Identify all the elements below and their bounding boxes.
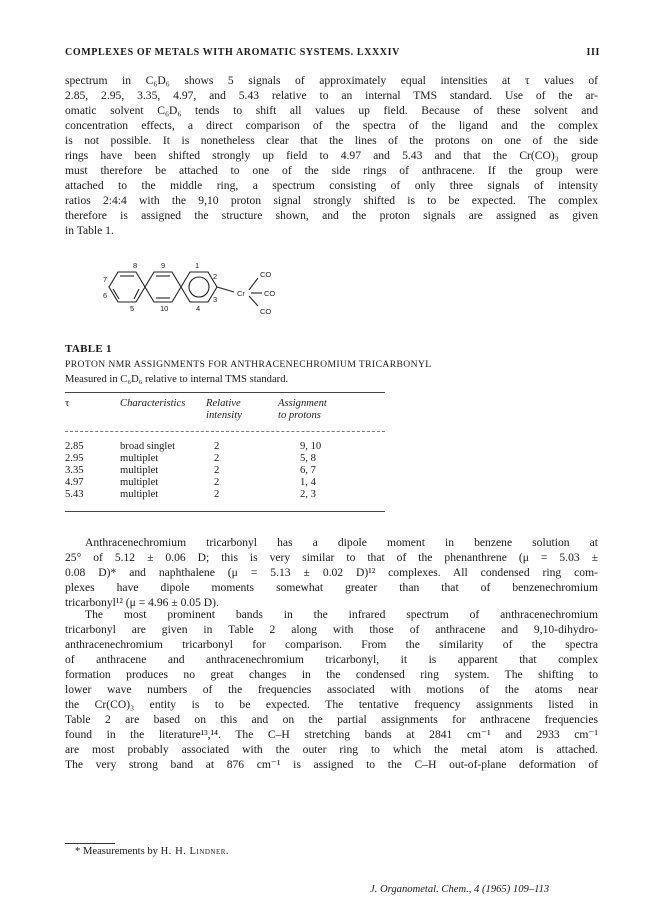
table-rule-middle: [65, 431, 385, 432]
cell-characteristics: multiplet: [120, 477, 159, 488]
column-header-relative-intensity: [206, 398, 242, 422]
table-rule-bottom: [65, 511, 385, 512]
text-line: The most prominent bands in the infrared spectrum of anthracenechromium: [85, 608, 598, 621]
atom-label: 4: [196, 304, 201, 313]
atom-label: 6: [103, 291, 108, 300]
cell-assignment: 9, 10: [300, 441, 322, 452]
text-line: of anthracene and anthracenechromium tricarbonyl, it is apparent that complex: [65, 653, 598, 666]
cell-characteristics: broad singlet: [120, 441, 176, 452]
page-number: III: [586, 47, 600, 58]
running-title: COMPLEXES OF METALS WITH AROMATIC SYSTEMS. LXXXIV: [65, 47, 400, 58]
cell-intensity: 2: [214, 477, 220, 488]
atom-label: 1: [195, 261, 200, 270]
footnote-rule: [65, 843, 115, 844]
column-header-line: Assignment: [278, 398, 327, 409]
text-line: spectrum in C₆D₆ shows 5 signals of approximately equal intensities at τ values of: [65, 74, 598, 87]
journal-reference: J. Organometal. Chem., 4 (1965) 109–113: [370, 884, 550, 895]
atom-label: 3: [213, 295, 218, 304]
cell-intensity: 2: [214, 489, 220, 500]
column-header-line: to protons: [278, 410, 321, 421]
text-line: lower wave numbers of the frequencies associated with motions of the atoms near: [65, 683, 598, 696]
footnote-marker: *: [75, 846, 81, 857]
text-line: therefore is assigned the structure shown, and the proton signals are assigned as given: [65, 209, 598, 222]
structure-diagram: [100, 244, 320, 340]
column-header-line: Relative: [206, 398, 241, 409]
atom-label: 8: [133, 261, 138, 270]
cell-tau: 2.85: [65, 441, 84, 452]
atom-label: 5: [130, 304, 135, 313]
text-line: 2.85, 2.95, 3.35, 4.97, and 5.43 relative to an internal TMS standard. Use of the ar-: [65, 89, 598, 102]
text-line: 25° of 5.12 ± 0.06 D; this is very similar to that of the phenanthrene (μ = 5.03 ±: [65, 551, 598, 564]
column-header-line: intensity: [206, 410, 242, 421]
atom-label: 7: [103, 275, 108, 284]
cell-assignment: 1, 4: [300, 477, 316, 488]
cell-tau: 2.95: [65, 453, 84, 464]
cell-tau: 5.43: [65, 489, 84, 500]
footnote-text: Measurements by: [82, 846, 161, 857]
text-line: omatic solvent C₆D₆ tends to shift all values up field. Because of these solvent and: [65, 104, 598, 117]
carbonyl-label: CO: [264, 289, 276, 298]
text-line: ratios 2:4:4 with the 9,10 proton signal strongly shifted is to be expected. The complex: [65, 194, 598, 207]
table-caption: PROTON NMR ASSIGNMENTS FOR ANTHRACENECHROMIUM TRICARBONYL: [65, 359, 432, 370]
text-line: The very strong band at 876 cm⁻¹ is assigned to the C–H out-of-plane deformation of: [65, 758, 598, 771]
paragraph-nmr-discussion: [65, 73, 598, 238]
text-line: rings have been shifted strongly up field to 4.97 and 5.43 and that the Cr(CO)₃ group: [65, 149, 598, 162]
cr-ring-bond: [217, 287, 234, 292]
table-note: Measured in C₆D₆ relative to internal TMS standard.: [65, 374, 289, 385]
text-line: the Cr(CO)₃ entity is to be expected. The tentative frequency assignments listed in: [65, 698, 598, 711]
cell-tau: 4.97: [65, 477, 84, 488]
table-title: TABLE 1: [65, 343, 112, 355]
text-line: Table 2 are based on this and on the partial assignments for anthracene frequencies: [65, 713, 598, 726]
cell-characteristics: multiplet: [120, 489, 159, 500]
paragraph-dipole-moment: [65, 535, 598, 610]
cell-tau: 3.35: [65, 465, 84, 476]
atom-label: 2: [213, 272, 218, 281]
carbonyl-label: CO: [260, 270, 272, 279]
column-header-tau: τ: [65, 398, 70, 409]
atom-label: 10: [160, 304, 169, 313]
text-line: must therefore be attached to one of the side rings of anthracene. If the group were: [65, 164, 598, 177]
chromium-label: Cr: [237, 289, 245, 298]
column-header-characteristics: Characteristics: [120, 398, 186, 409]
text-line: tricarbonyl¹² (μ = 4.96 ± 0.05 D).: [65, 596, 219, 609]
text-line: found in the literature¹³,¹⁴. The C–H stretching bands at 2841 cm⁻¹ and 2933 cm⁻¹: [65, 728, 598, 741]
text-line: concentration effects, a direct comparison of the spectra of the ligand and the complex: [65, 119, 598, 132]
cell-characteristics: multiplet: [120, 453, 159, 464]
text-line: are most probably associated with the outer ring to which the metal atom is attached.: [65, 743, 598, 756]
cell-assignment: 2, 3: [300, 489, 316, 500]
footnote-name: H. H. Lindner.: [160, 846, 230, 857]
text-line: anthracenechromium tricarbonyl for comparison. From the similarity of the spectra: [65, 638, 598, 651]
cell-intensity: 2: [214, 465, 220, 476]
text-line: tricarbonyl are given in Table 2 along with those of anthracene and 9,10-dihydro-: [65, 623, 598, 636]
text-line: is not possible. It is nonetheless clear that the lines of the protons on one of the side: [65, 134, 598, 147]
cell-assignment: 6, 7: [300, 465, 316, 476]
cell-intensity: 2: [214, 441, 220, 452]
column-header-assignment: [278, 398, 327, 422]
text-line: plexes have dipole moments somewhat greater than that of benzenechromium: [65, 581, 598, 594]
text-line: Anthracenechromium tricarbonyl has a dipole moment in benzene solution at: [85, 536, 598, 549]
atom-label: 9: [161, 261, 166, 270]
paragraph-infrared: [65, 607, 598, 772]
text-line: attached to the middle ring, a spectrum consisting of only three signals of intensity: [65, 179, 598, 192]
text-line: in Table 1.: [65, 224, 114, 237]
footnote: [75, 846, 229, 857]
cell-characteristics: multiplet: [120, 465, 159, 476]
cell-assignment: 5, 8: [300, 453, 316, 464]
running-head: [65, 47, 600, 58]
table-rule-top: [65, 392, 385, 393]
carbonyl-label: CO: [260, 307, 272, 316]
text-line: formation produces no great changes in the condensed ring system. The shifting to: [65, 668, 598, 681]
cell-intensity: 2: [214, 453, 220, 464]
text-line: 0.08 D)* and naphthalene (μ = 5.13 ± 0.02 D)¹² complexes. All condensed ring com-: [65, 566, 598, 579]
